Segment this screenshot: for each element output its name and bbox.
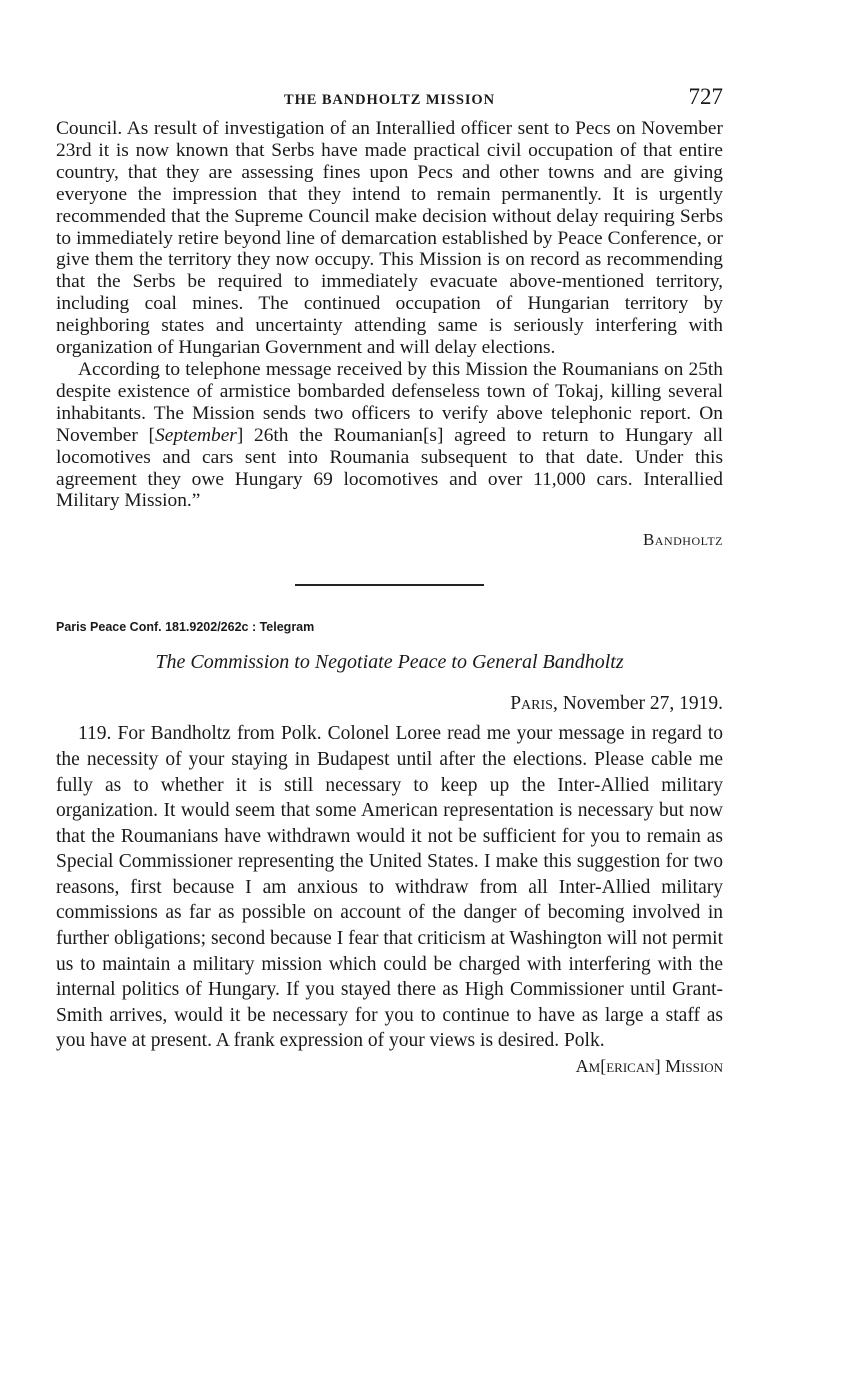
paragraph-text: According to telephone message received by this Mission the Roumanians on 25th despite existence of armistice bombarded defenseless town of Tokaj, killing several inhabitants. The Mission sends two officers to verify above telephonic report. On November [: [56, 358, 723, 446]
paragraph-telephone-message: [56, 359, 723, 512]
page-header: [56, 84, 723, 118]
editorial-correction: September: [155, 424, 237, 446]
signature-american-mission: Am[erican] Mission: [575, 1056, 723, 1077]
file-reference: Paris Peace Conf. 181.9202/262c : Telegram: [56, 620, 315, 635]
signature-bandholtz: Bandholtz: [642, 530, 723, 550]
paragraph-continued: Council. As result of investigation of an Interallied officer sent to Pecs on November 23rd it is now known that Serbs have made practical civil occupation of that entire country, that they are assessing fines upon Pecs and other towns and are giving everyone the impression that they intend to remain permanently. It is urgently recommended that the Supreme Council make decision without delay requiring Serbs to immediately retire beyond line of demarcation established by Peace Conference, or give them the territory they now occupy. This Mission is on record as recommending that the Serbs be required to immediately evacuate above-mentioned territory, including coal mines. The continued occupation of Hungarian territory by neighboring states and uncertainty attending same is seriously interfering with organization of Hungarian Government and will delay elections.: [56, 118, 723, 359]
dateline-place: Paris: [510, 693, 553, 715]
document-title: The Commission to Negotiate Peace to General Bandholtz: [155, 651, 624, 674]
running-head: THE BANDHOLTZ MISSION: [284, 92, 495, 108]
telegram-body: 119. For Bandholtz from Polk. Colonel Loree read me your message in regard to the necessity of your staying in Budapest until after the elections. Please cable me fully as to whether it is still necessary to keep up the Inter-Allied military organization. It would seem that some American representation is necessary but now that the Roumanians have withdrawn would it not be sufficient for you to remain as Special Commissioner representing the United States. I make this suggestion for two reasons, first because I am anxious to withdraw from all Inter-Allied military commissions as far as possible on account of the danger of becoming involved in further obligations; second because I fear that criticism at Washington will not permit us to maintain a military mission which could be charged with interfering with the internal politics of Hungary. If you stayed there as High Commissioner until Grant-Smith arrives, would it be necessary for you to continue to have as large a staff as you have at present. A frank expression of your views is desired. Polk.: [56, 723, 723, 1052]
document-page: [56, 84, 723, 1077]
dateline: [56, 693, 723, 715]
section-divider: [295, 584, 484, 586]
page-number: 727: [688, 84, 723, 109]
dateline-date: , November 27, 1919.: [552, 693, 723, 715]
paragraph-text: ] 26th the Roumanian[s] agreed to return to Hungary all locomotives and cars sent into Roumania subsequent to that date. Under this agreement they owe Hungary 69 locomotives and over 11,000 cars. Interallied Military Mission.”: [56, 424, 724, 512]
